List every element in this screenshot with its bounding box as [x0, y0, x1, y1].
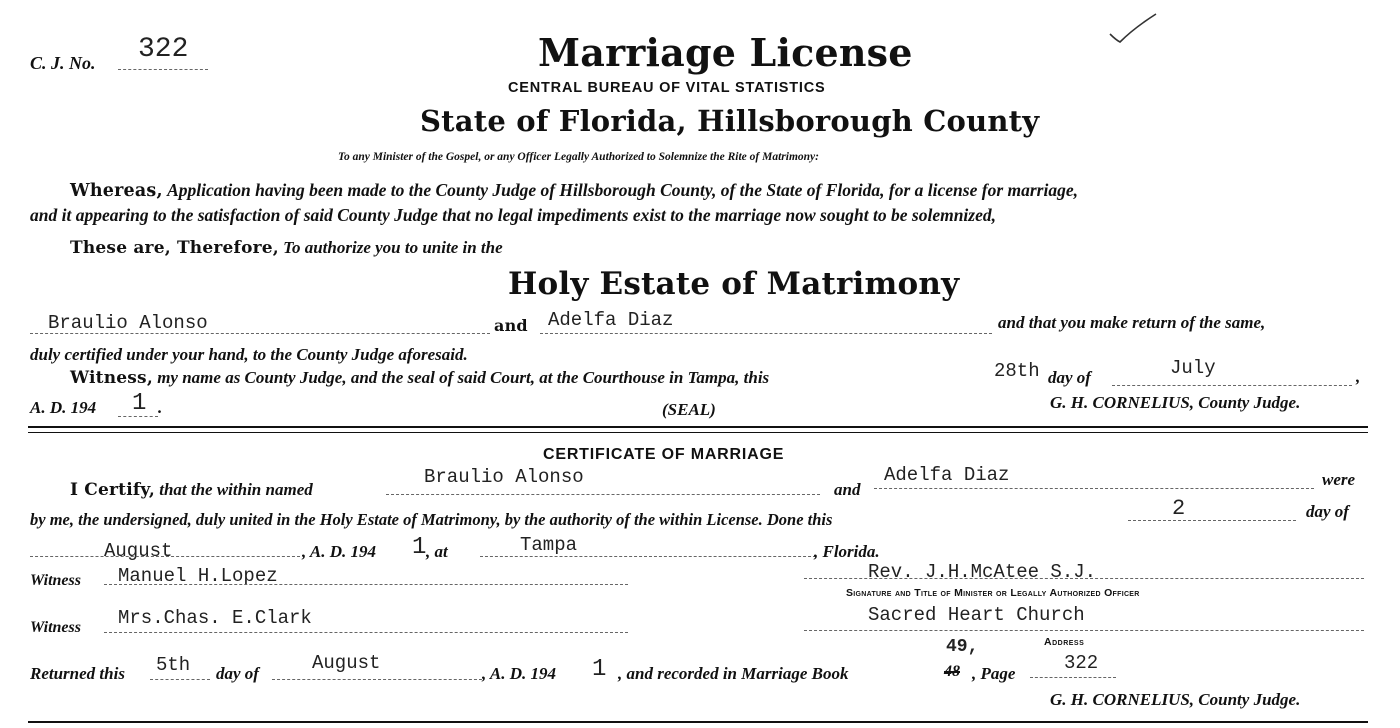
license-month: July — [1170, 357, 1216, 379]
checkmark-icon — [1108, 10, 1160, 44]
book-number-crossed: 48 — [944, 663, 960, 680]
these-are-word: These are, Therefore, — [70, 238, 279, 258]
witness-2-label: Witness — [30, 619, 81, 636]
whereas-line-2: and it appearing to the satisfaction of said County Judge that no legal impediments exist to the marriage now sought to be solemnized, — [30, 205, 996, 225]
cj-label: C. J. No. — [30, 53, 96, 73]
returned-month: August — [312, 652, 381, 674]
license-and-word: and — [494, 316, 528, 335]
license-judge-signature: G. H. CORNELIUS, County Judge. — [1050, 393, 1301, 412]
duly-certified-text: duly certified under your hand, to the County Judge aforesaid. — [30, 345, 468, 364]
witness-word: Witness, — [70, 368, 153, 388]
witness-2-name: Mrs.Chas. E.Clark — [118, 607, 312, 629]
within-named-text: that the within named — [159, 480, 313, 499]
returned-this-label: Returned this — [30, 664, 125, 683]
signature-caption: Signature and Title of Minister or Legally Authorized Officer — [846, 587, 1140, 599]
marriage-place: Tampa — [520, 534, 578, 556]
done-month: August — [104, 540, 173, 562]
whereas-word: Whereas, — [70, 181, 163, 201]
done-day-of: day of — [1306, 502, 1349, 521]
make-return-text: and that you make return of the same, — [998, 313, 1266, 332]
license-comma: , — [1356, 367, 1361, 386]
license-day-of: day of — [1048, 368, 1091, 387]
florida-text: , Florida. — [814, 542, 880, 561]
page-label: , Page — [972, 664, 1016, 683]
certify-clause — [70, 480, 313, 500]
certificate-judge-signature: G. H. CORNELIUS, County Judge. — [1050, 690, 1301, 709]
recorded-text: , and recorded in Marriage Book — [618, 664, 849, 683]
certificate-heading: CERTIFICATE OF MARRIAGE — [543, 446, 785, 463]
witness-1-label: Witness — [30, 572, 81, 589]
seal-label: (SEAL) — [662, 400, 716, 419]
license-ad-dot: . — [158, 398, 163, 417]
whereas-paragraph — [70, 180, 1078, 201]
book-number: 49, — [946, 637, 979, 657]
officiant-signature: Rev. J.H.McAtee S.J. — [868, 561, 1097, 583]
at-label: , at — [426, 542, 448, 561]
by-me-text: by me, the undersigned, duly united in the Holy Estate of Matrimony, by the authority of the within License. Done this — [30, 510, 833, 529]
certificate-and-word: and — [834, 480, 861, 499]
document-title: Marriage License — [538, 30, 913, 75]
license-bride-name: Adelfa Diaz — [548, 309, 674, 331]
holy-estate-heading: Holy Estate of Matrimony — [508, 266, 960, 302]
these-are-line — [70, 238, 503, 258]
done-day: 2 — [1172, 496, 1186, 521]
i-certify-word: I Certify, — [70, 480, 155, 500]
cj-number: 322 — [138, 34, 189, 65]
page-number: 322 — [1064, 652, 1099, 674]
license-groom-name: Braulio Alonso — [48, 312, 208, 334]
address-line: To any Minister of the Gospel, or any Officer Legally Authorized to Solemnize the Rite of Matrimony: — [338, 151, 819, 163]
certificate-groom-name: Braulio Alonso — [424, 466, 584, 488]
certificate-bride-name: Adelfa Diaz — [884, 464, 1010, 486]
license-day: 28th — [994, 360, 1040, 382]
witness-text: my name as County Judge, and the seal of said Court, at the Courthouse in Tampa, this — [157, 368, 770, 387]
whereas-text: Application having been made to the County Judge of Hillsborough County, of the State of Florida, for a license for marriage, — [167, 180, 1078, 200]
witness-clause — [70, 368, 769, 388]
done-ad-label: , A. D. 194 — [302, 542, 376, 561]
address-caption: Address — [1044, 636, 1085, 648]
authorize-text: To authorize you to unite in the — [283, 238, 503, 257]
license-ad-digit: 1 — [132, 390, 147, 417]
were-word: were — [1322, 470, 1356, 489]
returned-day-of: day of — [216, 664, 259, 683]
license-ad-label: A. D. 194 — [30, 398, 97, 417]
bureau-line: CENTRAL BUREAU OF VITAL STATISTICS — [508, 80, 826, 96]
church-address: Sacred Heart Church — [868, 604, 1085, 626]
state-county-heading: State of Florida, Hillsborough County — [420, 104, 1040, 138]
returned-ad-label: , A. D. 194 — [482, 664, 556, 683]
witness-1-name: Manuel H.Lopez — [118, 565, 278, 587]
returned-day: 5th — [156, 654, 191, 676]
done-ad-digit: 1 — [412, 534, 427, 561]
returned-ad-digit: 1 — [592, 656, 607, 683]
